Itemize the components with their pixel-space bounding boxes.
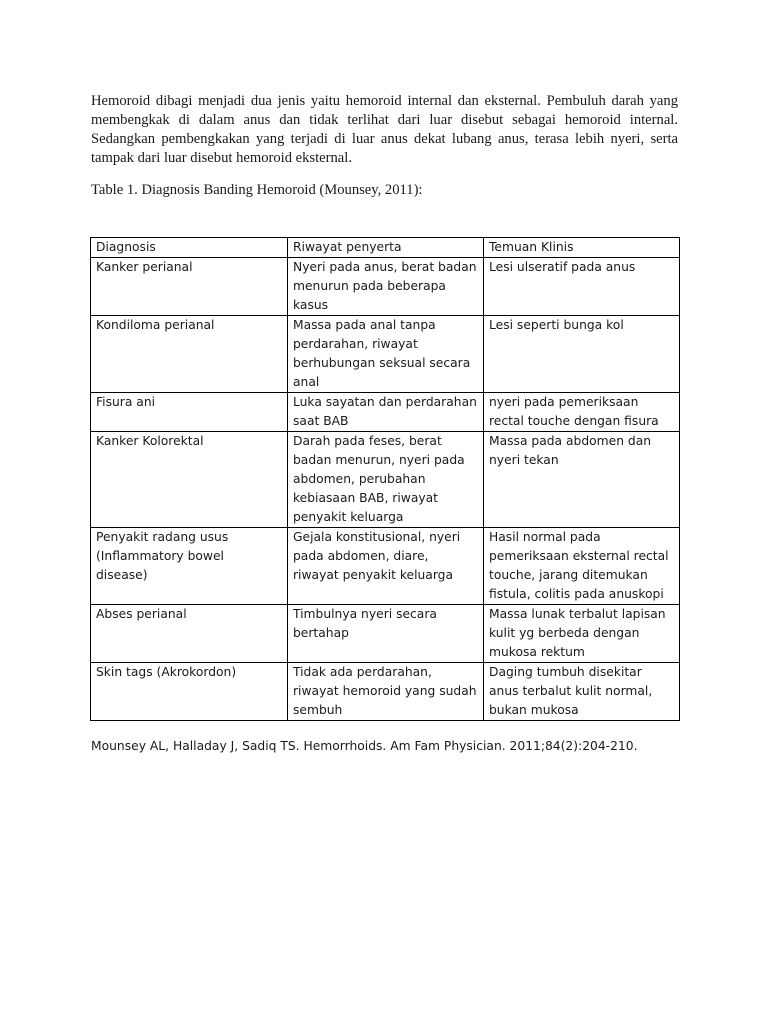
- table-row: [91, 258, 680, 316]
- temuan-klinis-cell: Daging tumbuh disekitar anus terbalut kulit normal, bukan mukosa: [484, 663, 680, 721]
- table-header-row: [91, 238, 680, 258]
- riwayat-penyerta-cell: Tidak ada perdarahan, riwayat hemoroid yang sudah sembuh: [288, 663, 484, 721]
- temuan-klinis-cell: Massa lunak terbalut lapisan kulit yg berbeda dengan mukosa rektum: [484, 605, 680, 663]
- riwayat-penyerta-cell: Nyeri pada anus, berat badan menurun pada beberapa kasus: [288, 258, 484, 316]
- diagnosis-cell: Kanker Kolorektal: [91, 432, 288, 528]
- table-row: [91, 663, 680, 721]
- table-row: [91, 605, 680, 663]
- reference-citation: Mounsey AL, Halladay J, Sadiq TS. Hemorrhoids. Am Fam Physician. 2011;84(2):204-210.: [91, 739, 638, 753]
- temuan-klinis-cell: nyeri pada pemeriksaan rectal touche dengan fisura: [484, 393, 680, 432]
- temuan-klinis-cell: Massa pada abdomen dan nyeri tekan: [484, 432, 680, 528]
- column-header-riwayat-penyerta: Riwayat penyerta: [288, 238, 484, 258]
- diagnosis-cell: Kanker perianal: [91, 258, 288, 316]
- differential-diagnosis-table: [90, 237, 680, 721]
- diagnosis-cell: Kondiloma perianal: [91, 316, 288, 393]
- temuan-klinis-cell: Hasil normal pada pemeriksaan eksternal rectal touche, jarang ditemukan fistula, colitis pada anuskopi: [484, 528, 680, 605]
- diagnosis-cell: Abses perianal: [91, 605, 288, 663]
- riwayat-penyerta-cell: Massa pada anal tanpa perdarahan, riwayat berhubungan seksual secara anal: [288, 316, 484, 393]
- riwayat-penyerta-cell: Luka sayatan dan perdarahan saat BAB: [288, 393, 484, 432]
- table-caption: Table 1. Diagnosis Banding Hemoroid (Mounsey, 2011):: [91, 182, 423, 198]
- temuan-klinis-cell: Lesi ulseratif pada anus: [484, 258, 680, 316]
- column-header-temuan-klinis: Temuan Klinis: [484, 238, 680, 258]
- column-header-diagnosis: Diagnosis: [91, 238, 288, 258]
- riwayat-penyerta-cell: Gejala konstitusional, nyeri pada abdomen, diare, riwayat penyakit keluarga: [288, 528, 484, 605]
- table-row: [91, 528, 680, 605]
- table-row: [91, 432, 680, 528]
- riwayat-penyerta-cell: Darah pada feses, berat badan menurun, nyeri pada abdomen, perubahan kebiasaan BAB, riwayat penyakit keluarga: [288, 432, 484, 528]
- riwayat-penyerta-cell: Timbulnya nyeri secara bertahap: [288, 605, 484, 663]
- intro-paragraph: Hemoroid dibagi menjadi dua jenis yaitu hemoroid internal dan eksternal. Pembuluh darah yang membengkak di dalam anus dan tidak terlihat dari luar disebut sebagai hemoroid internal. Sedangkan pembengkakan yang terjadi di luar anus dekat lubang anus, terasa lebih nyeri, serta tampak dari luar disebut hemoroid eksternal.: [91, 93, 678, 166]
- diagnosis-cell: Skin tags (Akrokordon): [91, 663, 288, 721]
- table-row: [91, 316, 680, 393]
- temuan-klinis-cell: Lesi seperti bunga kol: [484, 316, 680, 393]
- diagnosis-cell: Penyakit radang usus (Inflammatory bowel disease): [91, 528, 288, 605]
- table-row: [91, 393, 680, 432]
- diagnosis-cell: Fisura ani: [91, 393, 288, 432]
